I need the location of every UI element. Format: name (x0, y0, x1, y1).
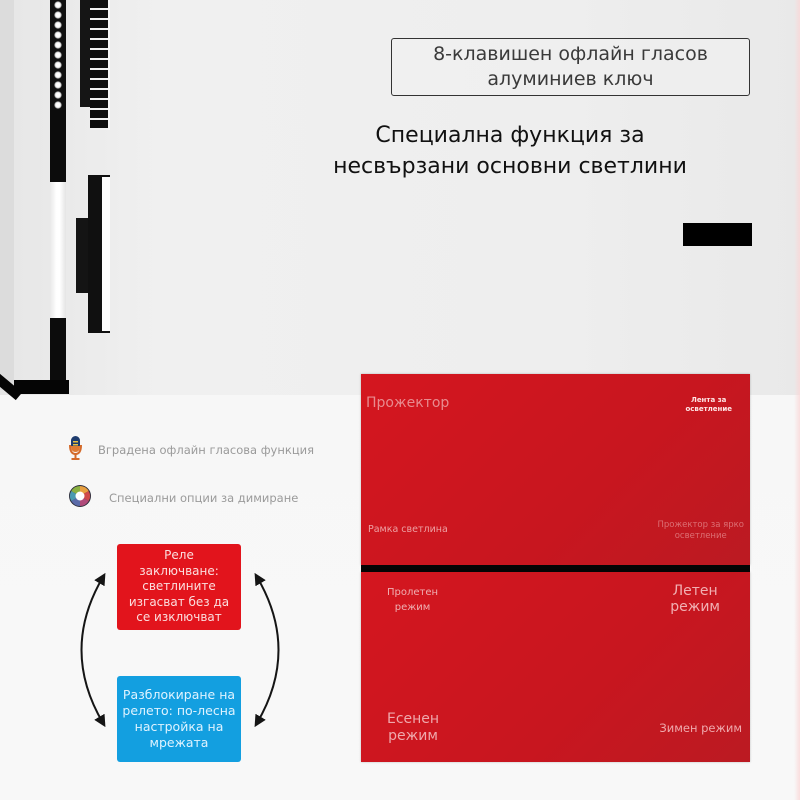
feature-heading-line-1: Специална функция за (375, 123, 645, 148)
key-spring-mode[interactable] (387, 585, 438, 615)
feature-label-dimming: Специални опции за димиране (109, 491, 299, 505)
relay-unlock-box (117, 676, 241, 762)
relay-lock-line-1: Реле (164, 548, 194, 563)
key-light-strip[interactable] (685, 396, 732, 414)
feature-label-voice: Вградена офлайн гласова функция (98, 443, 315, 457)
key-light-strip-line-2: осветление (685, 405, 732, 413)
feature-item-voice (68, 435, 314, 465)
key-winter-mode[interactable]: Зимен режим (659, 721, 742, 735)
panel-divider (361, 565, 750, 572)
key-spring-line-2: режим (394, 602, 431, 613)
track-post-upper (50, 110, 66, 182)
feature-heading (300, 120, 720, 182)
product-title-line-2: алуминиев ключ (487, 68, 654, 90)
key-bright-projector[interactable] (657, 520, 744, 542)
relay-lock-line-5: се изключват (136, 610, 222, 625)
key-summer-line-2: режим (670, 599, 720, 615)
microphone-icon (68, 435, 82, 465)
switch-panel-bottom (361, 572, 750, 762)
tube-light (50, 182, 66, 318)
led-dot-bar (50, 0, 66, 110)
feature-heading-line-2: несвързани основни светлини (333, 154, 687, 179)
relay-lock-box (117, 544, 241, 630)
key-spring-line-1: Пролетен (387, 587, 439, 598)
relay-unlock-line-3: настройка на (134, 719, 224, 734)
key-frame-light[interactable]: Рамка светлина (368, 524, 448, 535)
wall-wash-light (76, 175, 112, 335)
relay-lock-line-2: заключване: (139, 563, 219, 578)
switch-panel-top (361, 374, 750, 565)
wall-shadow (0, 0, 14, 390)
relay-lock-line-3: светлините (142, 579, 216, 594)
track-post-lower (50, 318, 66, 384)
product-title-line-1: 8-клавишен офлайн гласов (433, 43, 708, 65)
redaction-bar (683, 223, 752, 246)
key-projector[interactable]: Прожектор (366, 395, 450, 411)
key-bright-projector-line-2: осветление (674, 531, 727, 541)
grille-spotlight (80, 0, 110, 130)
key-bright-projector-line-1: Прожектор за ярко (657, 520, 744, 530)
relay-unlock-line-4: мрежата (149, 735, 209, 750)
product-title-box (391, 38, 750, 96)
relay-lock-line-4: изгасват без да (128, 594, 230, 609)
key-summer-mode[interactable] (670, 583, 720, 615)
relay-unlock-line-1: Разблокиране на (122, 687, 236, 702)
relay-unlock-line-2: релето: по-лесна (122, 703, 236, 718)
feature-item-dimming (68, 484, 298, 512)
color-wheel-icon (68, 484, 92, 512)
edge-tint (794, 0, 800, 800)
key-autumn-mode[interactable] (387, 711, 439, 745)
key-summer-line-1: Летен (672, 583, 718, 599)
key-light-strip-line-1: Лента за (691, 396, 727, 404)
key-autumn-line-1: Есенен (387, 711, 440, 727)
key-autumn-line-2: режим (388, 728, 438, 744)
